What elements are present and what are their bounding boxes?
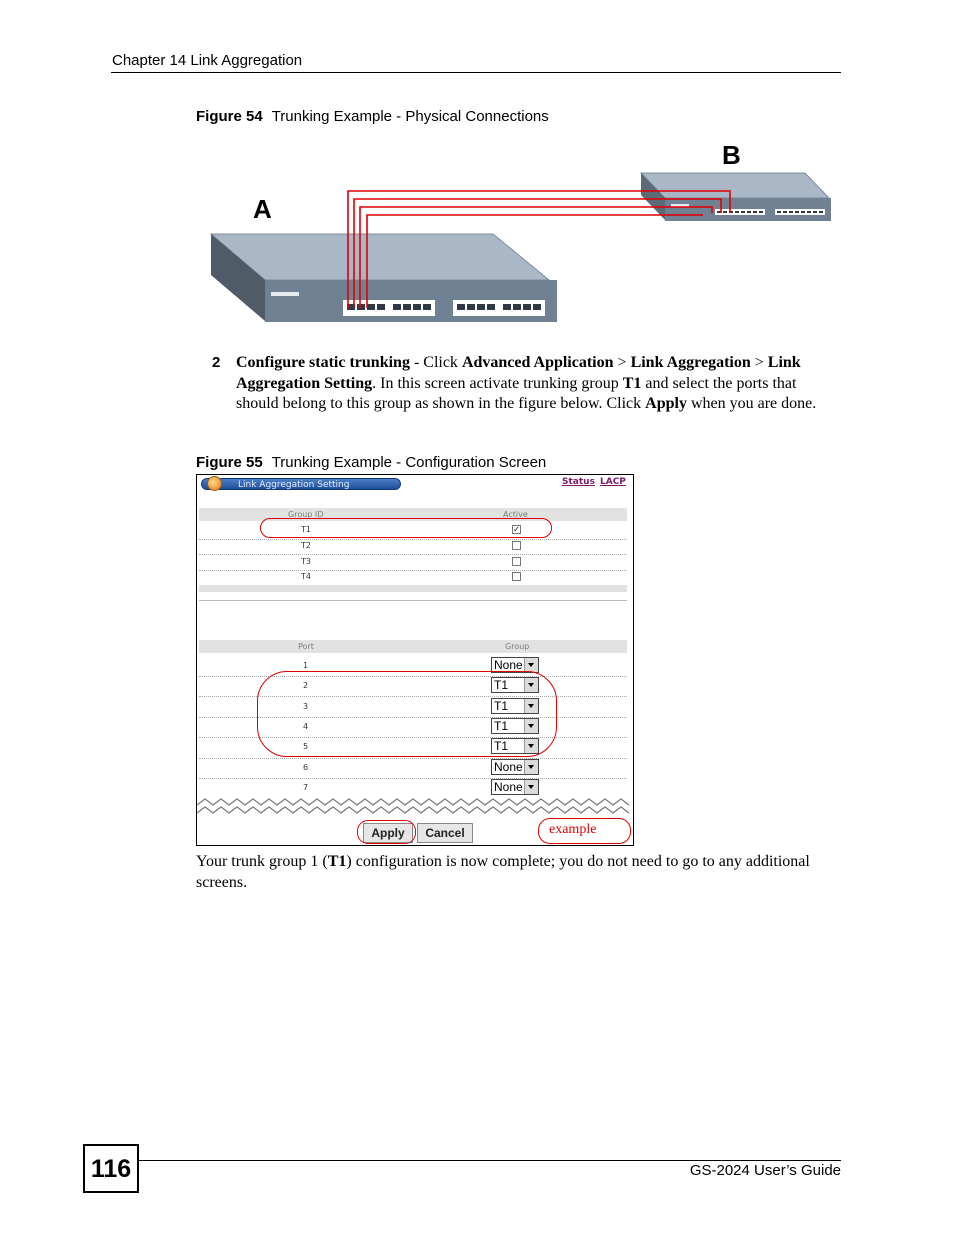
step-lead: Configure static trunking — [236, 354, 410, 371]
conclusion-text-2: ) configuration is now complete; you do not need to go to any additional screens. — [196, 853, 810, 891]
step-text-4: . In this screen activate trunking group — [372, 374, 623, 392]
status-link[interactable]: Status — [562, 477, 595, 487]
ports-highlight-oval — [257, 671, 557, 757]
step-2-paragraph — [212, 353, 842, 415]
footer-rule — [139, 1160, 841, 1161]
row-divider — [199, 570, 627, 571]
cancel-button[interactable]: Cancel — [417, 823, 473, 843]
select-value: T1 — [494, 699, 509, 713]
step-number: 2 — [212, 354, 221, 371]
port-6-group-select[interactable] — [491, 759, 539, 775]
row-divider — [199, 554, 627, 555]
page-number: 116 — [83, 1144, 139, 1193]
apply-highlight-oval — [357, 820, 416, 844]
section-divider — [199, 600, 627, 601]
step-bold-2: Link Aggregation — [630, 354, 751, 371]
group-id-header: Group ID — [288, 510, 324, 519]
port-cell: 6 — [303, 763, 309, 772]
figure-55-title: Trunking Example - Configuration Screen — [271, 454, 547, 471]
group-id-cell: T4 — [301, 572, 311, 581]
select-value: None — [494, 780, 523, 794]
running-footer: GS-2024 User’s Guide — [689, 1162, 841, 1179]
group-table-footer — [199, 585, 627, 592]
physical-connections-diagram — [205, 138, 837, 328]
select-value: T1 — [494, 719, 509, 733]
lacp-link[interactable]: LACP — [600, 477, 626, 487]
figure-55-caption — [196, 454, 546, 471]
conclusion-paragraph — [196, 852, 836, 893]
port-cell: 4 — [303, 722, 309, 731]
step-text-2: > — [613, 354, 631, 371]
port-cell: 1 — [303, 661, 309, 670]
group-id-cell: T3 — [301, 557, 311, 566]
screen-title: Link Aggregation Setting — [238, 480, 350, 490]
example-stamp: example — [549, 822, 597, 837]
torn-edge-graphic — [197, 795, 633, 819]
switch-b-icon — [641, 173, 831, 221]
group-header: Group — [505, 642, 530, 651]
select-value: None — [494, 658, 523, 672]
port-cell: 7 — [303, 783, 309, 792]
active-checkbox-t1[interactable]: ✓ — [513, 525, 520, 534]
conclusion-bold: T1 — [327, 853, 347, 870]
figure-54-title: Trunking Example - Physical Connections — [271, 108, 549, 125]
switch-b-label: B — [722, 140, 741, 170]
row-divider — [199, 539, 627, 540]
chevron-down-icon — [524, 658, 538, 672]
step-text-5: and select the ports that should belong to this group as shown in the figure below. Click — [236, 374, 797, 412]
step-text-6: when you are done. — [686, 395, 817, 412]
apply-button[interactable]: Apply — [363, 823, 413, 843]
screen-title-bar — [201, 478, 401, 490]
chevron-down-icon — [524, 760, 538, 774]
active-checkbox-t2[interactable] — [512, 541, 521, 550]
step-text-3: > — [750, 354, 768, 371]
title-orb-icon — [207, 476, 222, 491]
step-bold-3: Link Aggregation Setting — [236, 354, 801, 392]
row-divider — [199, 758, 627, 759]
port-table-header — [199, 640, 627, 653]
port-cell: 5 — [303, 742, 309, 751]
port-cell: 2 — [303, 681, 309, 690]
chevron-down-icon — [524, 780, 538, 794]
active-checkbox-t3[interactable] — [512, 557, 521, 566]
header-rule — [111, 72, 841, 73]
step-bold-1: Advanced Application — [461, 354, 614, 371]
step-bold-4: T1 — [622, 374, 642, 392]
switch-a-icon — [211, 234, 557, 322]
switch-a-label: A — [253, 194, 272, 224]
port-cell: 3 — [303, 702, 309, 711]
port-7-group-select[interactable] — [491, 779, 539, 795]
row-divider — [199, 778, 627, 779]
step-text-1: - Click — [409, 354, 462, 371]
select-value: T1 — [494, 678, 509, 692]
figure-55-label: Figure 55 — [196, 454, 263, 471]
t1-highlight-oval — [260, 518, 552, 538]
link-aggregation-screen — [196, 474, 634, 846]
select-value: T1 — [494, 739, 509, 753]
figure-54-label: Figure 54 — [196, 108, 263, 125]
port-header: Port — [298, 642, 314, 651]
active-checkbox-t4[interactable] — [512, 572, 521, 581]
group-id-cell: T1 — [301, 525, 311, 534]
group-id-cell: T2 — [301, 541, 311, 550]
active-header: Active — [503, 510, 528, 519]
running-header: Chapter 14 Link Aggregation — [112, 52, 303, 69]
conclusion-text-1: Your trunk group 1 ( — [196, 853, 328, 870]
select-value: None — [494, 760, 523, 774]
step-bold-5: Apply — [645, 395, 687, 412]
figure-54-caption — [196, 108, 549, 125]
